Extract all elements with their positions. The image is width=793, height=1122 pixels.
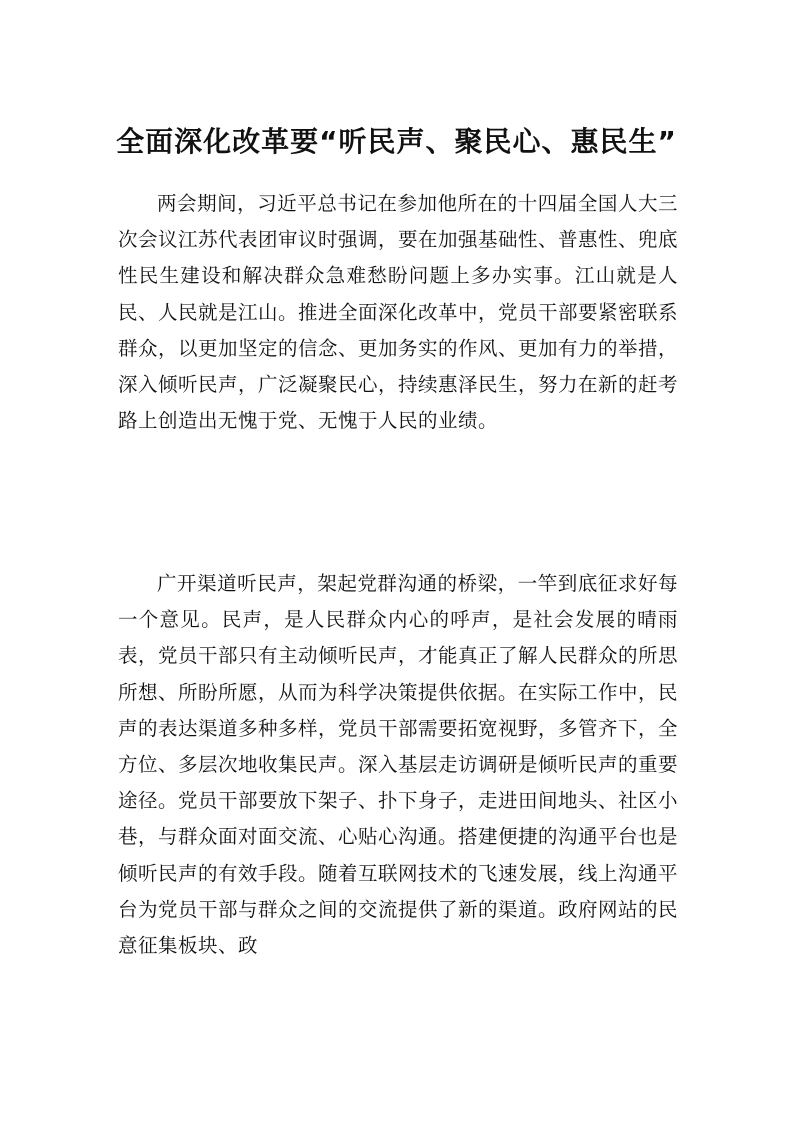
paragraph-2: 广开渠道听民声，架起党群沟通的桥梁，一竿到底征求好每一个意见。民声，是人民群众内心的呼声，是社会发展的晴雨表，党员干部只有主动倾听民声，才能真正了解人民群众的所思所想、所盼所愿，从而为科学决策提供依据。在实际工作中，民声的表达渠道多种多样，党员干部需要拓宽视野，多管齐下，全方位、多层次地收集民声。深入基层走访调研是倾听民声的重要途径。党员干部要放下架子、扑下身子，走进田间地头、社区小巷，与群众面对面交流、心贴心沟通。搭建便捷的沟通平台也是倾听民声的有效手段。随着互联网技术的飞速发展，线上沟通平台为党员干部与群众之间的交流提供了新的渠道。政府网站的民意征集板块、政 [118, 572, 679, 958]
paragraph-1: 两会期间，习近平总书记在参加他所在的十四届全国人大三次会议江苏代表团审议时强调，要在加强基础性、普惠性、兜底性民生建设和解决群众急难愁盼问题上多办实事。江山就是人民、人民就是江山。推进全面深化改革中，党员干部要紧密联系群众，以更加坚定的信念、更加务实的作风、更加有力的举措，深入倾听民声，广泛凝聚民心，持续惠泽民生，努力在新的赶考路上创造出无愧于党、无愧于人民的业绩。 [118, 192, 679, 433]
document-title: 全面深化改革要“听民声、聚民心、惠民生” [116, 125, 677, 158]
